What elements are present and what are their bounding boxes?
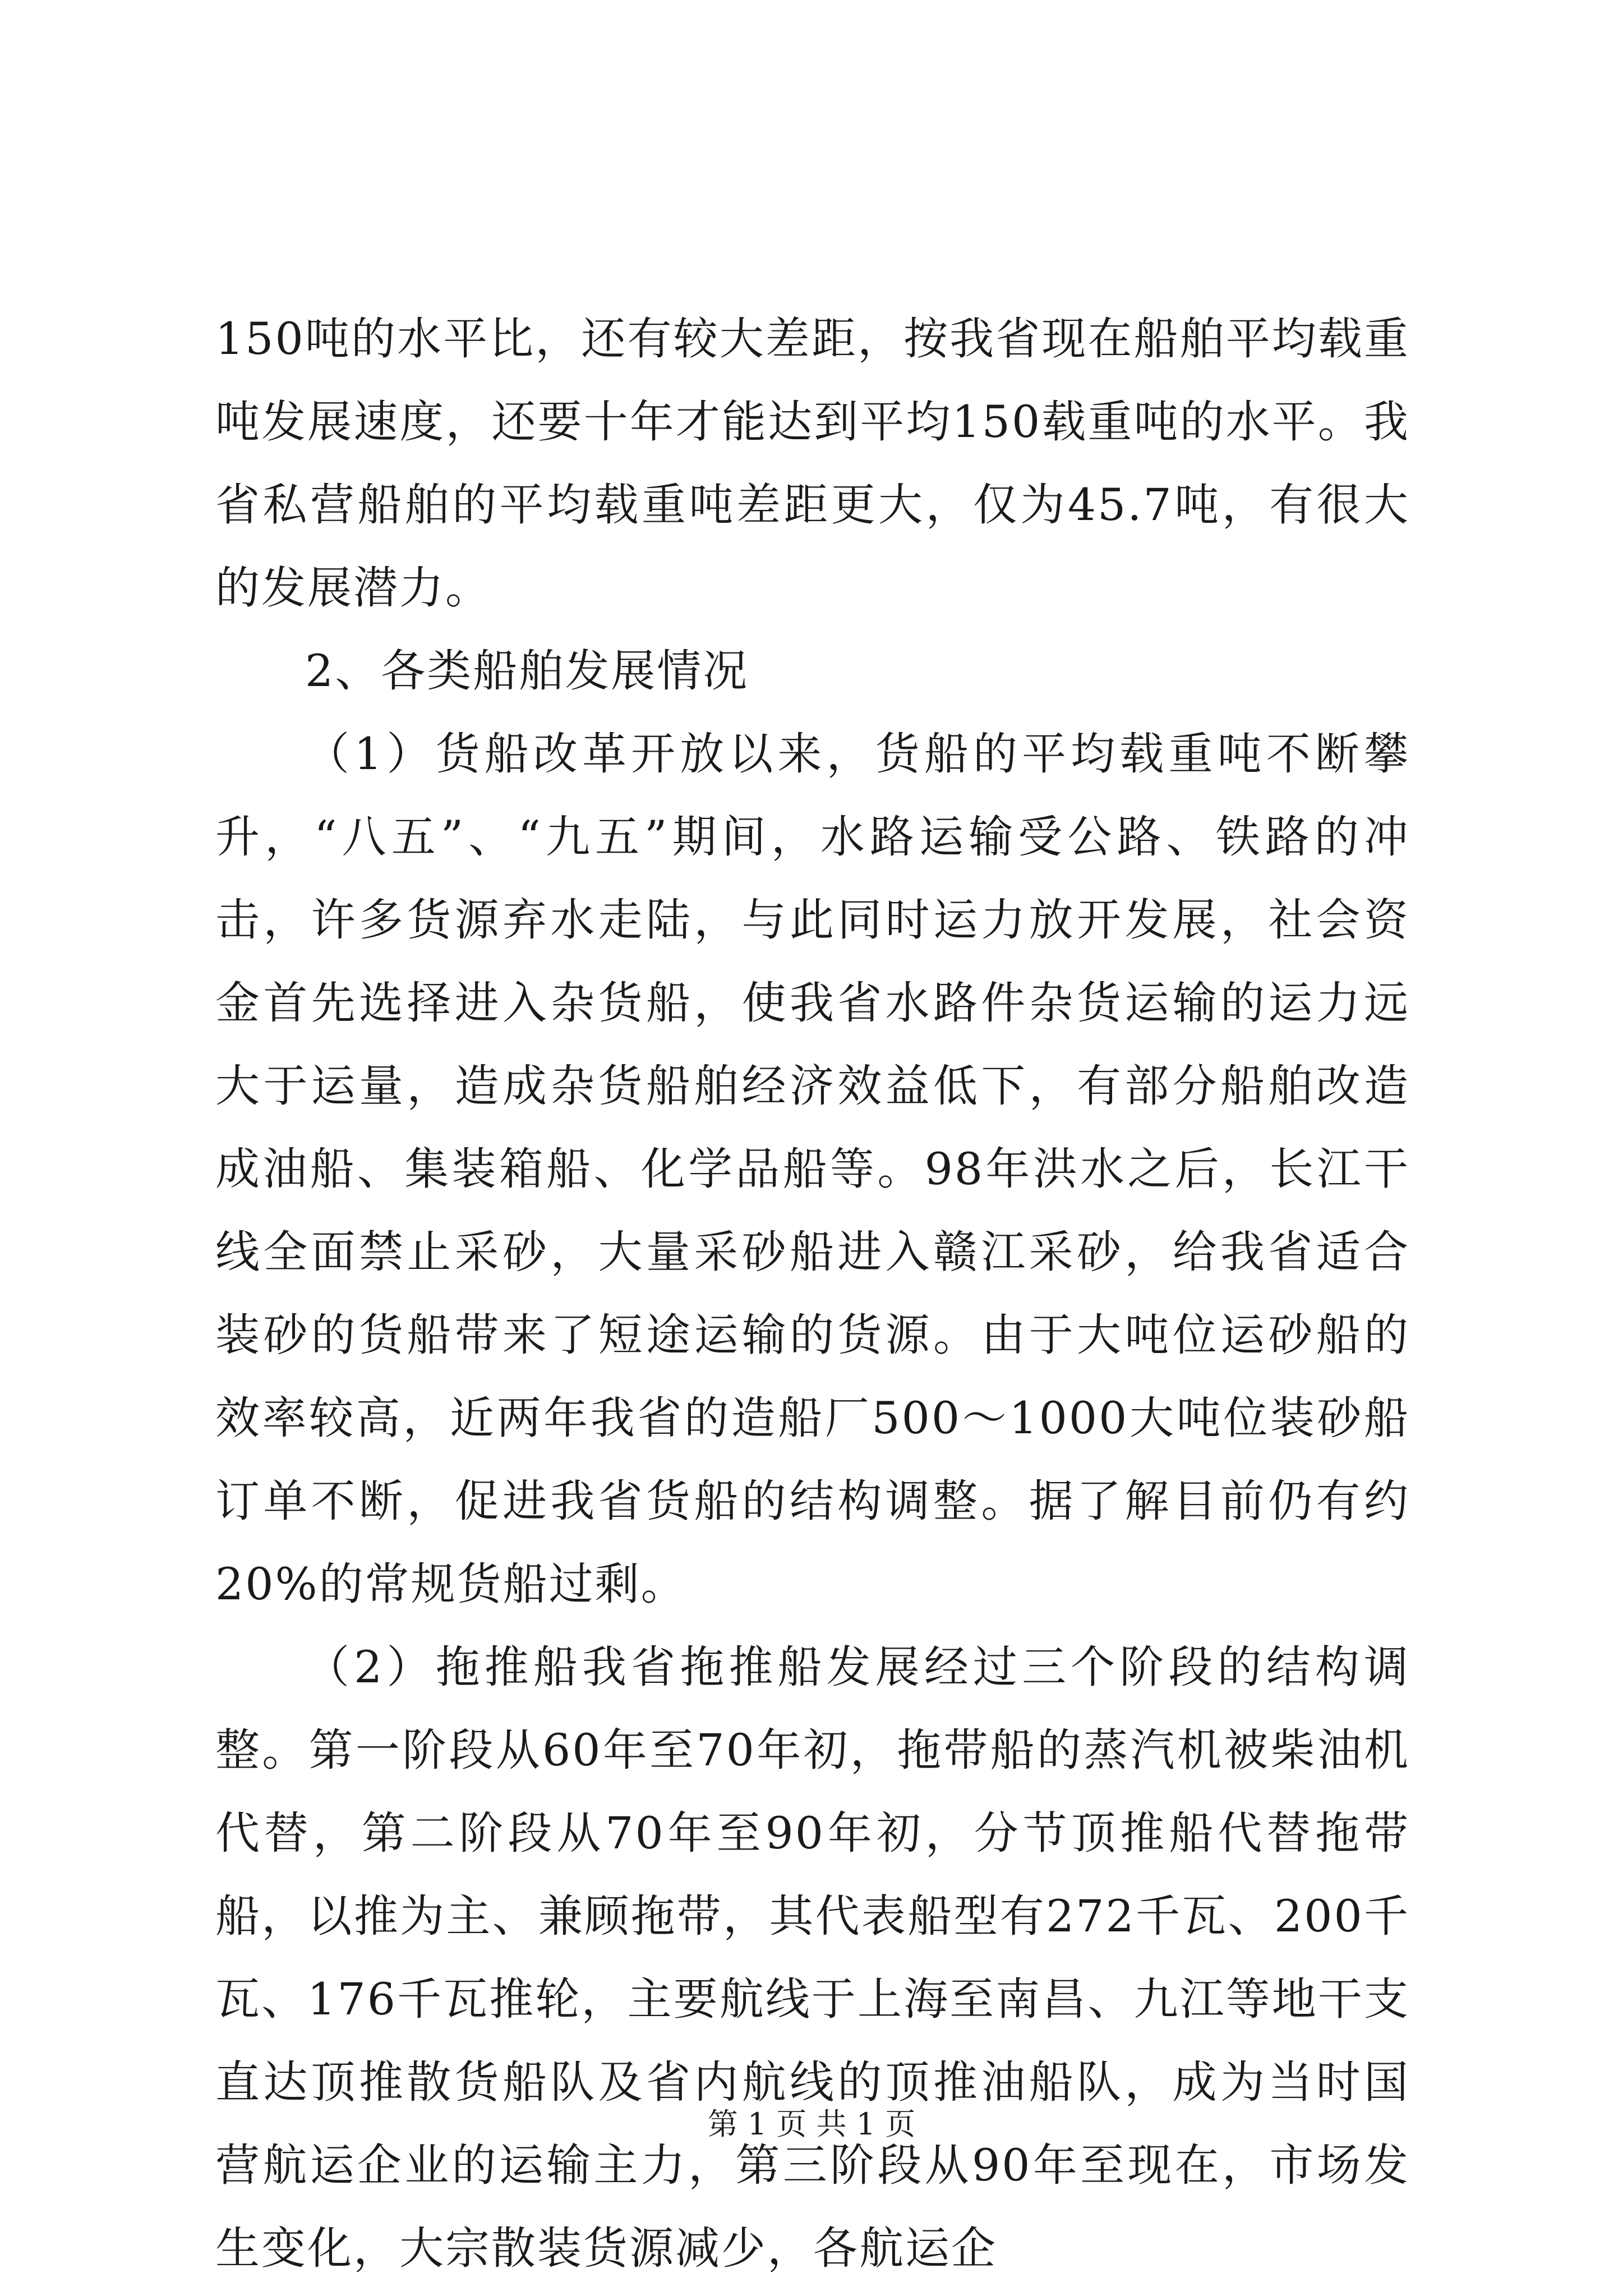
paragraph-continuation: 150吨的水平比，还有较大差距，按我省现在船舶平均载重吨发展速度，还要十年才能达到平均150载重吨的水平。我省私营船舶的平均载重吨差距更大，仅为45.7吨，有很大的发展潜力。: [215, 313, 1410, 614]
paragraph-tug-push-boats: （2）拖推船我省拖推船发展经过三个阶段的结构调整。第一阶段从60年至70年初，拖带船的蒸汽机被柴油机代替，第二阶段从70年至90年初，分节顶推船代替拖带船，以推为主、兼顾拖带，其代表船型有272千瓦、200千瓦、176千瓦推轮，主要航线于上海至南昌、九江等地干支直达顶推散货船队及省内航线的顶推油船队，成为当时国营航运企业的运输主力，第三阶段从90年至现在，市场发生变化，大宗散装货源减少，各航运企: [215, 1641, 1410, 2274]
page-number-footer: 第 1 页 共 1 页: [707, 2106, 916, 2142]
section-heading: 2、各类船舶发展情况: [305, 645, 749, 697]
body-text: [215, 297, 1410, 2290]
paragraph-cargo-ships: （1）货船改革开放以来，货船的平均载重吨不断攀升，“八五”、“九五”期间，水路运输受公路、铁路的冲击，许多货源弃水走陆，与此同时运力放开发展，社会资金首先选择进入杂货船，使我省水路件杂货运输的运力远大于运量，造成杂货船舶经济效益低下，有部分船舶改造成油船、集装箱船、化学品船等。98年洪水之后，长江干线全面禁止采砂，大量采砂船进入赣江采砂，给我省适合装砂的货船带来了短途运输的货源。由于大吨位运砂船的效率较高，近两年我省的造船厂500～1000大吨位装砂船订单不断，促进我省货船的结构调整。据了解目前仍有约20%的常规货船过剩。: [215, 728, 1410, 1610]
